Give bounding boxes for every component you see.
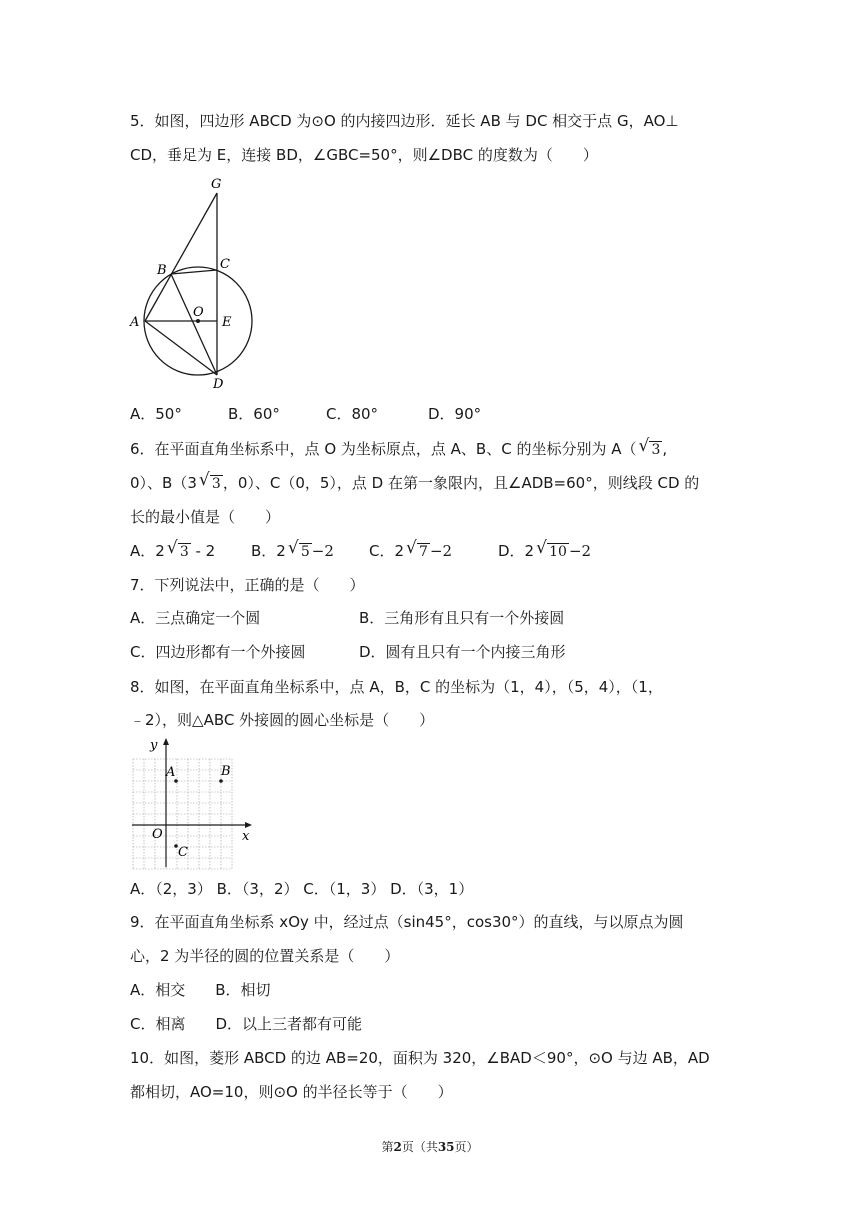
label-y: y (150, 738, 158, 753)
q6-option-b: B．2√ 5 −2 (251, 541, 334, 562)
q5-option-c: C．80° (326, 405, 379, 423)
label-a: A (166, 765, 176, 780)
y-axis-arrow (163, 738, 169, 745)
q6-line2-head: 0）、B（3 (130, 474, 197, 492)
page-total: 35 (437, 1140, 455, 1154)
q9-options-row2: C．相离 D．以上三者都有可能 (130, 1015, 363, 1033)
q9-stem-line1: 9．在平面直角坐标系 xOy 中，经过点（sin45°，cos30°）的直线，与以原点为圆 (130, 913, 684, 931)
q5-stem-line2: CD，垂足为 E，连接 BD，∠GBC=50°，则∠DBC 的度数为（ ） (130, 146, 598, 164)
q6-option-d: D．2√ 10 −2 (498, 541, 591, 562)
sqrt-symbol: √ 7 (406, 541, 430, 562)
q9-stem-line2: 心，2 为半径的圆的位置关系是（ ） (130, 947, 400, 965)
q5-figure (125, 174, 265, 390)
segment-bd (171, 274, 217, 375)
x-axis-arrow (245, 822, 252, 828)
q10-stem-line2: 都相切，AO=10，则⊙O 的半径长等于（ ） (130, 1083, 453, 1101)
q6-stem-line2 (130, 473, 699, 494)
page-number: 2 (393, 1140, 402, 1154)
q10-stem-line1: 10．如图，菱形 ABCD 的边 AB=20，面积为 320，∠BAD＜90°，⊙O 与边 AB，AD (130, 1049, 710, 1067)
label-a: A (130, 315, 140, 330)
q6-line1-text: 6．在平面直角坐标系中，点 O 为坐标原点，点 A、B、C 的坐标分别为 A（ (130, 440, 637, 458)
q5-option-b: B．60° (228, 405, 280, 423)
q5-stem-line1: 5．如图，四边形 ABCD 为⊙O 的内接四边形．延长 AB 与 DC 相交于点 G，AO⊥ (130, 112, 679, 130)
q7-option-d: D．圆有且只有一个内接三角形 (359, 643, 566, 661)
label-g: G (211, 177, 222, 192)
q8-coordinate-figure (128, 735, 258, 870)
segment-ag (145, 193, 217, 321)
q6-stem-line3: 长的最小值是（ ） (130, 508, 281, 526)
sqrt-symbol: √ 5 (288, 541, 312, 562)
point-b (219, 779, 223, 783)
segment-ad (145, 321, 217, 375)
q7-option-b: B．三角形有且只有一个外接圆 (359, 609, 565, 627)
q9-options-row1: A．相交 B．相切 (130, 981, 271, 999)
label-e: E (222, 315, 232, 330)
label-d: D (213, 377, 224, 390)
sqrt-symbol: √ 3 (199, 473, 223, 494)
label-b: B (221, 764, 231, 779)
label-b: B (157, 263, 167, 278)
q8-options: A．（2，3） B．（3，2） C．（1，3） D．（3，1） (130, 880, 474, 898)
q7-option-a: A．三点确定一个圆 (130, 609, 261, 627)
label-o: O (193, 305, 204, 320)
q6-option-a: A．2√ 3 - 2 (130, 541, 215, 562)
q8-stem-line2: ﹣2），则△ABC 外接圆的圆心坐标是（ ） (130, 711, 435, 729)
label-x: x (242, 829, 250, 844)
q7-option-c: C．四边形都有一个外接圆 (130, 643, 306, 661)
page-footer: 第2页（共35页） (381, 1140, 479, 1154)
label-c: C (178, 845, 188, 860)
q7-stem: 7．下列说法中，正确的是（ ） (130, 576, 365, 594)
q6-option-c: C．2√ 7 −2 (369, 541, 452, 562)
q5-option-d: D．90° (428, 405, 482, 423)
sqrt-symbol: √ 10 (536, 541, 569, 562)
q8-stem-line1: 8．如图，在平面直角坐标系中，点 A，B，C 的坐标为（1，4），（5，4），（1， (130, 678, 663, 696)
sqrt-symbol: √ 3 (638, 439, 662, 460)
sqrt-symbol: √ 3 (167, 541, 191, 562)
label-o: O (152, 827, 163, 842)
label-c: C (220, 257, 230, 272)
q5-option-a: A．50° (130, 405, 182, 423)
q6-line1-tail: , (662, 440, 668, 458)
q6-line2-text: ，0）、C（0，5），点 D 在第一象限内，且∠ADB=60°，则线段 CD 的 (222, 474, 700, 492)
q6-stem-line1 (130, 439, 667, 460)
